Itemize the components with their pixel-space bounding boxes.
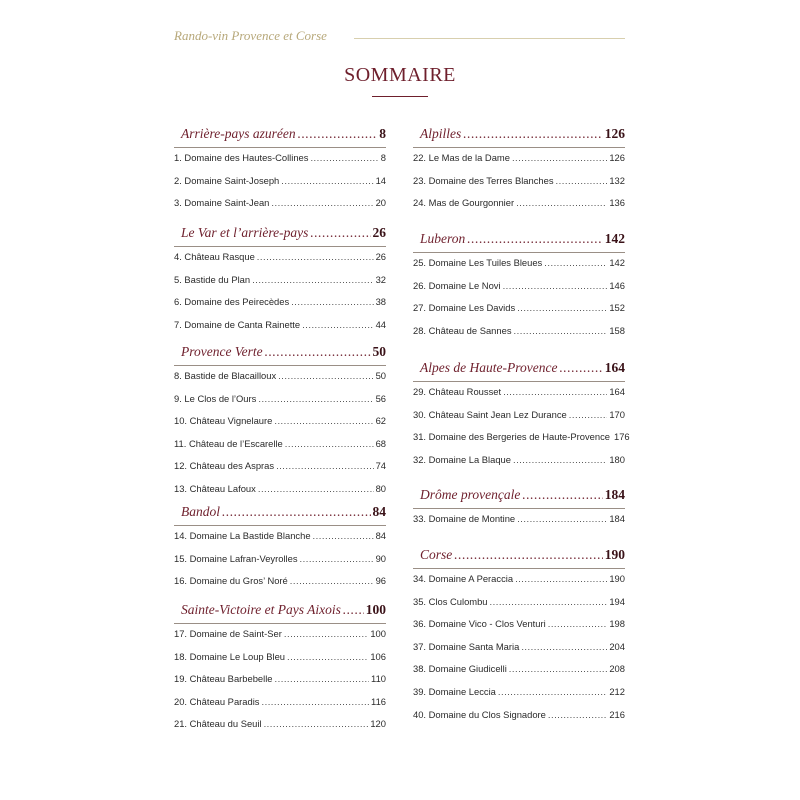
entry-label: 15. Domaine Lafran-Veyrolles — [174, 552, 298, 564]
entry-page: 106 — [370, 650, 386, 662]
entry-label: 28. Château de Sannes — [413, 324, 512, 336]
entry-page: 90 — [375, 552, 386, 564]
toc-section-heading[interactable] — [413, 487, 625, 503]
entry-label: 30. Château Saint Jean Lez Durance — [413, 408, 567, 420]
toc-entry[interactable] — [174, 575, 386, 586]
entry-label: 14. Domaine La Bastide Blanche — [174, 530, 311, 541]
entry-label: 16. Domaine du Gros’ Noré — [174, 575, 288, 587]
entry-page: 180 — [609, 453, 625, 465]
entry-label: 32. Domaine La Blaque — [413, 453, 511, 465]
toc-entry[interactable] — [174, 718, 386, 729]
entry-label: 12. Château des Aspras — [174, 460, 275, 472]
leader-dots — [517, 513, 607, 524]
entry-page: 146 — [609, 279, 625, 291]
toc-entry[interactable] — [413, 573, 625, 584]
entry-page: 190 — [609, 573, 625, 584]
leader-dots — [298, 126, 378, 142]
leader-dots — [544, 257, 607, 268]
toc-section-heading[interactable] — [413, 360, 625, 376]
section-divider — [413, 568, 625, 569]
toc-entry[interactable] — [174, 251, 386, 262]
entry-label: 3. Domaine Saint-Jean — [174, 197, 270, 209]
leader-dots — [516, 197, 607, 208]
toc-section-heading[interactable] — [413, 126, 625, 142]
toc-entry[interactable] — [413, 386, 625, 397]
toc-section-heading[interactable] — [174, 504, 386, 520]
section-divider — [174, 246, 386, 247]
toc-entry[interactable] — [174, 530, 386, 541]
toc-entry[interactable] — [174, 553, 386, 564]
entry-page: 164 — [609, 386, 625, 397]
entry-label: 13. Château Lafoux — [174, 483, 256, 494]
entry-page: 80 — [375, 483, 386, 494]
leader-dots — [257, 251, 374, 262]
toc-section-heading[interactable] — [174, 602, 386, 618]
entry-label: 9. Le Clos de l’Ours — [174, 392, 257, 404]
toc-entry[interactable] — [174, 628, 386, 639]
entry-page: 50 — [375, 370, 386, 381]
section-divider — [413, 381, 625, 382]
entry-page: 100 — [370, 628, 386, 639]
leader-dots — [490, 596, 608, 607]
title-underline — [372, 96, 428, 97]
toc-entry[interactable] — [174, 296, 386, 307]
leader-dots — [559, 360, 602, 376]
toc-entry[interactable] — [413, 325, 625, 336]
entry-page: 194 — [609, 595, 625, 607]
entry-page: 14 — [375, 174, 386, 186]
entry-page: 142 — [609, 257, 625, 268]
leader-dots — [275, 673, 370, 684]
entry-label: 37. Domaine Santa Maria — [413, 640, 520, 652]
section-title: Corse — [420, 547, 453, 562]
toc-entry[interactable] — [174, 460, 386, 471]
entry-page: 44 — [375, 318, 386, 330]
toc-entry[interactable] — [413, 175, 625, 186]
entry-label: 25. Domaine Les Tuiles Bleues — [413, 257, 543, 268]
entry-label: 22. Le Mas de la Dame — [413, 152, 510, 163]
entry-page: 216 — [609, 708, 625, 720]
entry-label: 27. Domaine Les Davids — [413, 302, 516, 314]
entry-page: 32 — [375, 273, 386, 285]
toc-entry[interactable] — [174, 415, 386, 426]
toc-entry[interactable] — [174, 696, 386, 707]
header-rule — [354, 38, 625, 39]
entry-label: 34. Domaine A Peraccia — [413, 573, 514, 584]
toc-entry[interactable] — [174, 673, 386, 684]
entry-page: 208 — [609, 663, 625, 675]
section-divider — [413, 252, 625, 253]
section-title: Alpilles — [420, 126, 462, 141]
section-title: Arrière-pays azuréen — [181, 126, 296, 141]
leader-dots — [454, 547, 602, 563]
entry-page: 204 — [609, 640, 625, 652]
leader-dots — [222, 504, 371, 520]
section-divider — [413, 508, 625, 509]
entry-label: 26. Domaine Le Novi — [413, 279, 501, 291]
leader-dots — [261, 696, 369, 707]
entry-label: 20. Château Paradis — [174, 695, 260, 707]
entry-label: 17. Domaine de Saint-Ser — [174, 628, 282, 639]
section-title: Le Var et l’arrière-pays — [181, 225, 309, 240]
toc-entry[interactable] — [413, 431, 630, 443]
entry-label: 21. Château du Seuil — [174, 718, 262, 730]
leader-dots — [548, 618, 608, 629]
entry-page: 68 — [375, 437, 386, 449]
entry-page: 26 — [375, 251, 386, 262]
entry-page: 62 — [375, 415, 386, 427]
toc-entry[interactable] — [413, 641, 625, 652]
leader-dots — [310, 152, 378, 163]
entry-page: 74 — [375, 460, 386, 472]
entry-label: 23. Domaine des Terres Blanches — [413, 174, 554, 186]
leader-dots — [276, 460, 373, 471]
toc-entry[interactable] — [174, 393, 386, 404]
toc-entry[interactable] — [413, 409, 625, 420]
entry-label: 24. Mas de Gourgonnier — [413, 197, 515, 209]
leader-dots — [278, 370, 373, 381]
section-page: 190 — [604, 547, 625, 562]
toc-entry[interactable] — [413, 663, 625, 674]
section-page: 84 — [372, 504, 386, 519]
leader-dots — [569, 409, 608, 420]
entry-page: 20 — [375, 197, 386, 209]
entry-label: 38. Domaine Giudicelli — [413, 663, 507, 675]
toc-section-heading[interactable] — [413, 231, 625, 247]
section-divider — [174, 147, 386, 148]
leader-dots — [287, 651, 368, 662]
entry-page: 136 — [609, 197, 625, 209]
leader-dots — [300, 553, 374, 564]
toc-entry[interactable] — [413, 257, 625, 268]
section-page: 164 — [604, 360, 625, 375]
leader-dots — [514, 325, 608, 336]
leader-dots — [302, 319, 373, 330]
toc-entry[interactable] — [174, 483, 386, 494]
leader-dots — [503, 280, 608, 291]
leader-dots — [463, 126, 603, 142]
entry-page: 198 — [609, 618, 625, 630]
entry-label: 4. Château Rasque — [174, 251, 255, 262]
leader-dots — [503, 386, 607, 397]
section-divider — [174, 623, 386, 624]
toc-entry[interactable] — [174, 274, 386, 285]
entry-page: 8 — [380, 152, 386, 163]
entry-label: 8. Bastide de Blacailloux — [174, 370, 277, 381]
section-title: Drôme provençale — [420, 487, 521, 502]
section-page: 142 — [604, 231, 625, 246]
leader-dots — [271, 197, 373, 208]
toc-entry[interactable] — [413, 280, 625, 291]
toc-entry[interactable] — [174, 197, 386, 208]
leader-dots — [252, 274, 373, 285]
toc-entry[interactable] — [413, 454, 625, 465]
running-header-title: Rando-vin Provence et Corse — [174, 28, 327, 43]
toc-entry[interactable] — [413, 302, 625, 313]
section-page: 184 — [604, 487, 625, 502]
entry-label: 39. Domaine Leccia — [413, 686, 496, 697]
section-title: Bandol — [181, 504, 220, 519]
leader-dots — [521, 641, 607, 652]
entry-page: 110 — [371, 673, 386, 685]
entry-label: 7. Domaine de Canta Rainette — [174, 318, 301, 330]
entry-label: 29. Château Rousset — [413, 386, 502, 397]
entry-page: 152 — [609, 302, 625, 314]
entry-page: 96 — [375, 575, 386, 587]
section-title: Luberon — [420, 231, 466, 246]
toc-section-heading[interactable] — [174, 225, 386, 241]
leader-dots — [498, 686, 607, 697]
leader-dots — [285, 438, 374, 449]
entry-page: 176 — [614, 431, 630, 443]
section-title: Alpes de Haute-Provence — [420, 360, 558, 375]
leader-dots — [281, 175, 373, 186]
toc-section-heading[interactable] — [413, 547, 625, 563]
leader-dots — [509, 663, 608, 674]
leader-dots — [512, 152, 607, 163]
leader-dots — [313, 530, 374, 541]
toc-entry[interactable] — [413, 596, 625, 607]
leader-dots — [291, 296, 373, 307]
section-divider — [174, 525, 386, 526]
entry-page: 184 — [609, 513, 625, 524]
leader-dots — [343, 602, 364, 618]
entry-label: 31. Domaine des Bergeries de Haute-Provence — [413, 431, 610, 443]
section-title: Provence Verte — [181, 344, 263, 359]
leader-dots — [310, 225, 370, 241]
entry-label: 10. Château Vignelaure — [174, 415, 273, 427]
leader-dots — [513, 454, 607, 465]
toc-entry[interactable] — [413, 618, 625, 629]
toc-entry[interactable] — [413, 152, 625, 163]
page-title: SOMMAIRE — [344, 64, 456, 86]
entry-label: 2. Domaine Saint-Joseph — [174, 174, 280, 186]
entry-page: 84 — [375, 530, 386, 541]
entry-label: 35. Clos Culombu — [413, 595, 488, 607]
leader-dots — [265, 344, 371, 360]
entry-page: 170 — [609, 408, 625, 420]
entry-label: 40. Domaine du Clos Signadore — [413, 708, 546, 720]
section-divider — [413, 147, 625, 148]
entry-label: 18. Domaine Le Loup Bleu — [174, 650, 286, 662]
leader-dots — [290, 575, 374, 586]
section-page: 26 — [372, 225, 386, 240]
entry-label: 6. Domaine des Peirecèdes — [174, 296, 290, 308]
leader-dots — [258, 393, 373, 404]
leader-dots — [548, 709, 607, 720]
toc-entry[interactable] — [174, 319, 386, 330]
entry-label: 5. Bastide du Plan — [174, 273, 251, 285]
entry-page: 158 — [609, 324, 625, 336]
entry-label: 19. Château Barbebelle — [174, 673, 273, 685]
section-title: Sainte-Victoire et Pays Aixois — [181, 602, 341, 617]
section-page: 126 — [604, 126, 625, 141]
leader-dots — [264, 718, 369, 729]
toc-entry[interactable] — [174, 651, 386, 662]
toc-entry[interactable] — [413, 513, 625, 524]
leader-dots — [274, 415, 373, 426]
leader-dots — [515, 573, 607, 584]
toc-entry[interactable] — [174, 152, 386, 163]
entry-page: 38 — [375, 296, 386, 308]
toc-section-heading[interactable] — [174, 344, 386, 360]
entry-page: 56 — [375, 392, 386, 404]
leader-dots — [467, 231, 602, 247]
entry-label: 36. Domaine Vico - Clos Venturi — [413, 618, 546, 630]
toc-entry[interactable] — [413, 709, 625, 720]
leader-dots — [556, 175, 608, 186]
leader-dots — [258, 483, 374, 494]
leader-dots — [522, 487, 602, 503]
entry-label: 11. Château de l’Escarelle — [174, 437, 283, 449]
leader-dots — [284, 628, 368, 639]
leader-dots — [517, 302, 607, 313]
toc-entry[interactable] — [413, 197, 625, 208]
entry-page: 120 — [370, 718, 386, 730]
section-page: 100 — [365, 602, 386, 617]
section-divider — [174, 365, 386, 366]
toc-entry[interactable] — [174, 370, 386, 381]
section-page: 50 — [372, 344, 386, 359]
toc-entry[interactable] — [174, 438, 386, 449]
entry-label: 33. Domaine de Montine — [413, 513, 516, 524]
entry-page: 132 — [609, 174, 625, 186]
entry-page: 116 — [371, 695, 386, 707]
entry-label: 1. Domaine des Hautes-Collines — [174, 152, 309, 163]
toc-entry[interactable] — [413, 686, 625, 697]
section-page: 8 — [379, 126, 386, 141]
toc-section-heading[interactable] — [174, 126, 386, 142]
toc-entry[interactable] — [174, 175, 386, 186]
entry-page: 212 — [609, 686, 625, 697]
entry-page: 126 — [609, 152, 625, 163]
